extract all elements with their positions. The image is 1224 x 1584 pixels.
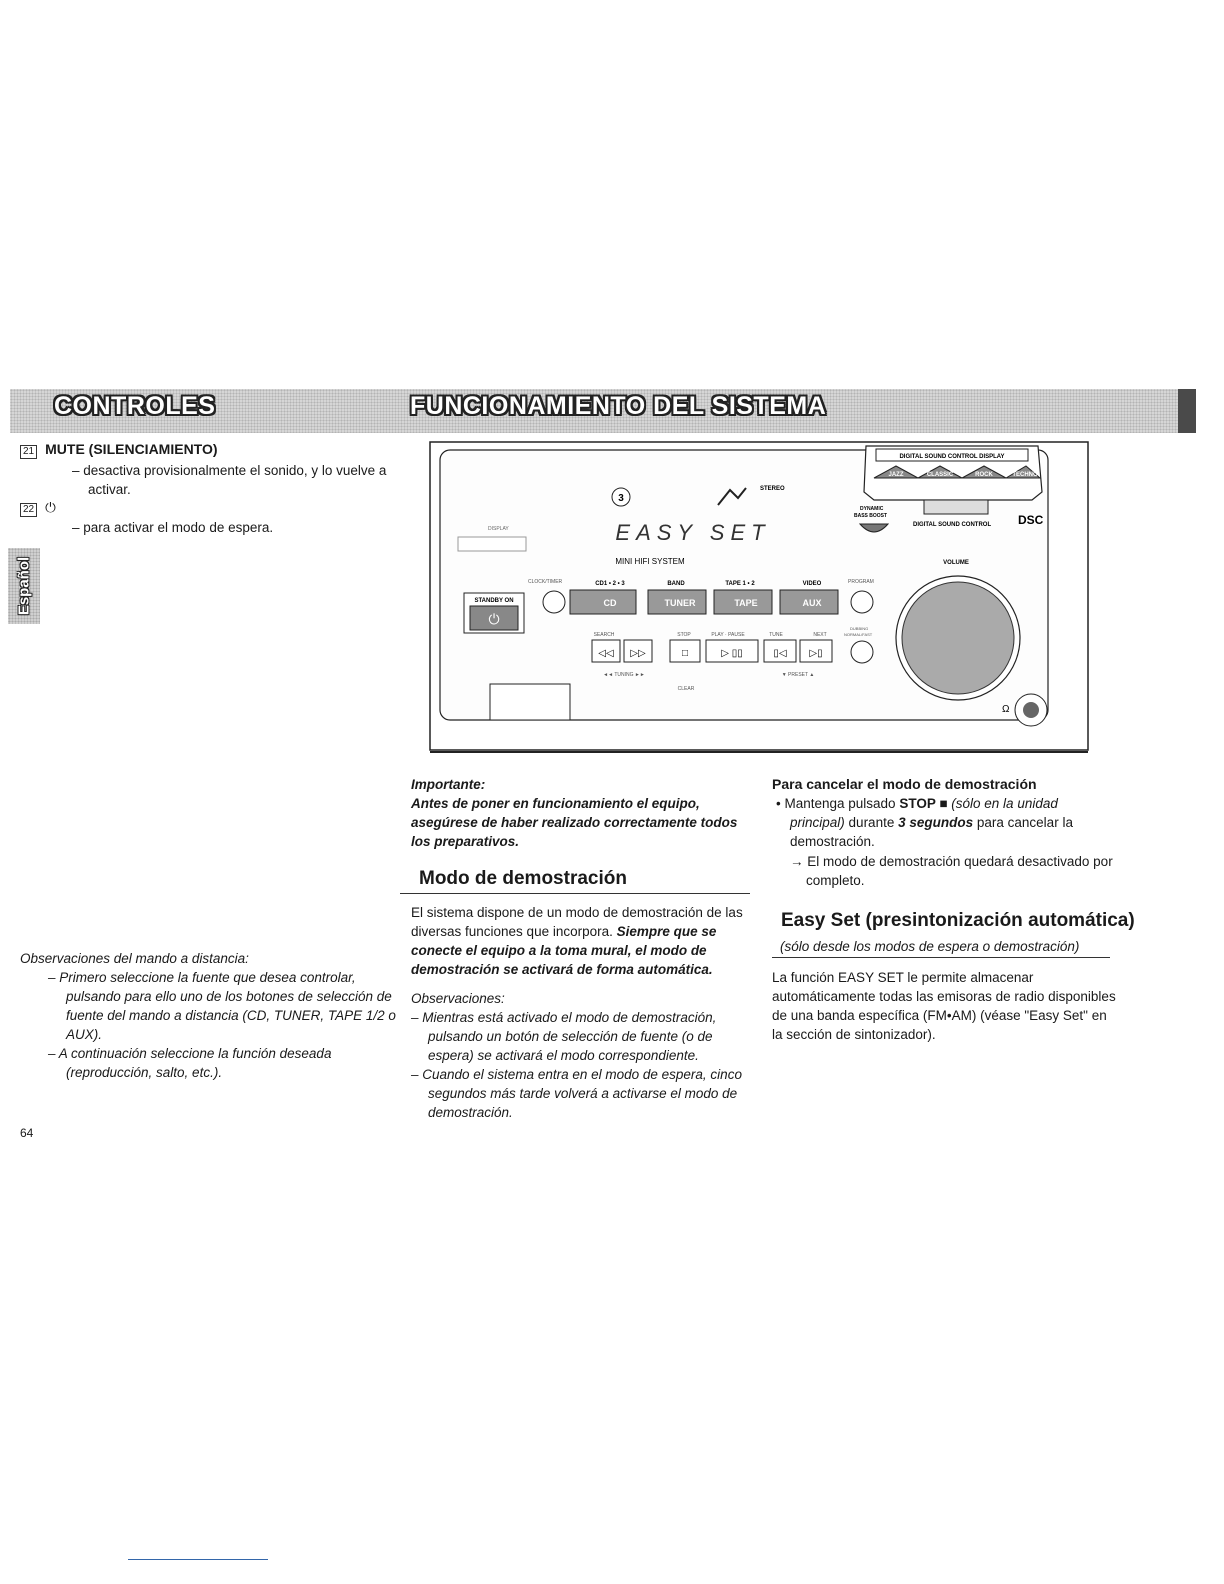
demo-obs-line: demostración. — [428, 1105, 513, 1120]
mute-desc-line2: activar. — [88, 482, 131, 497]
cancel-l2-plain2: para cancelar la — [976, 815, 1073, 830]
demo-p1-line4: demostración se activará de forma automática. — [411, 962, 713, 977]
remote-note-line: fuente del mando a distancia (CD, TUNER, TAPE 1/2 o — [66, 1008, 396, 1023]
remote-note-line: – A continuación seleccione la función deseada — [48, 1046, 332, 1061]
play-pause-label: PLAY · PAUSE — [711, 632, 745, 638]
cancel-demo-line5: completo. — [806, 873, 865, 888]
standby-label: STANDBY ON — [474, 598, 514, 604]
important-heading: Importante: — [411, 777, 486, 792]
dynamic-label: DYNAMIC — [860, 506, 884, 512]
demo-obs-line: – Cuando el sistema entra en el modo de espera, cinco — [411, 1067, 742, 1082]
important-line: los preparativos. — [411, 834, 520, 849]
remote-note-line: AUX). — [66, 1027, 103, 1042]
source-buttons — [570, 590, 838, 614]
cancel-demo-line2 — [790, 813, 1073, 832]
bass-boost-label: BASS BOOST — [854, 513, 888, 519]
item-number-21: 21 — [20, 445, 37, 459]
stereo-indicator: STEREO — [760, 486, 785, 492]
display-small-label: DISPLAY — [488, 526, 509, 532]
easy-set-subtitle: (sólo desde los modos de espera o demostración) — [780, 939, 1080, 954]
cd-button-label: CD — [603, 598, 617, 608]
dsc-control-label: DIGITAL SOUND CONTROL — [913, 522, 992, 528]
svg-text:3: 3 — [618, 493, 624, 504]
source-label-band: BAND — [667, 581, 685, 587]
preset-label: ▼ PRESET ▲ — [781, 672, 815, 678]
cancel-l2-bold: 3 segundos — [898, 815, 974, 830]
cancel-l2-plain: durante — [848, 815, 895, 830]
cancel-l1-bold: STOP ■ — [899, 796, 948, 811]
important-line: Antes de poner en funcionamiento el equipo, — [411, 796, 700, 811]
important-line: asegúrese de haber realizado correctamente todos — [411, 815, 738, 830]
lcd-display-text: EASY SET — [615, 520, 771, 545]
dsc-rock-label: ROCK — [975, 472, 993, 478]
mute-desc-line1: – desactiva provisionalmente el sonido, y lo vuelve a — [72, 463, 387, 478]
control-item-21-heading — [20, 440, 218, 459]
demo-mode-rule — [400, 893, 750, 894]
aux-button-label: AUX — [802, 598, 822, 608]
search-label: SEARCH — [593, 632, 615, 638]
svg-text:⏻: ⏻ — [488, 611, 500, 627]
transport-buttons — [592, 640, 832, 662]
clock-timer-label: CLOCK/TIMER — [528, 579, 563, 585]
remote-note-line: pulsando para ello uno de los botones de selección de — [66, 989, 392, 1004]
tune-label: TUNE — [769, 632, 783, 638]
remote-notes-heading: Observaciones del mando a distancia: — [20, 951, 249, 966]
banner-title-funcionamiento: FUNCIONAMIENTO DEL SISTEMA — [410, 392, 827, 420]
demo-p1-line2 — [411, 922, 716, 941]
demo-obs-line: pulsando un botón de selección de fuente (o de — [428, 1029, 713, 1044]
banner-title-controles: CONTROLES — [54, 392, 216, 420]
mini-hifi-label: MINI HIFI SYSTEM — [615, 557, 685, 566]
remote-note-line: (reproducción, salto, etc.). — [66, 1065, 223, 1080]
footer-line — [128, 1559, 268, 1560]
hifi-device-illustration — [428, 440, 1092, 755]
headphone-icon: Ω — [1002, 704, 1010, 715]
easy-set-title: Easy Set (presintonización automática) — [781, 910, 1135, 931]
svg-text:▷ ▯▯: ▷ ▯▯ — [721, 648, 743, 659]
banner-endcap — [1178, 389, 1196, 433]
demo-mode-title: Modo de demostración — [419, 868, 627, 889]
dsc-jazz-label: JAZZ — [888, 472, 904, 478]
svg-text:◁◁: ◁◁ — [598, 648, 614, 659]
svg-text:▷▷: ▷▷ — [630, 648, 646, 659]
dubbing-label: DUBBING — [850, 626, 869, 631]
source-label-video: VIDEO — [802, 581, 822, 587]
easy-set-line: de una banda específica (FM•AM) (véase "Easy Set" en — [772, 1008, 1107, 1023]
dsc-display-label: DIGITAL SOUND CONTROL DISPLAY — [899, 454, 1005, 460]
cancel-demo-line1 — [776, 794, 1058, 813]
cancel-l2-italic: principal) — [790, 815, 845, 830]
svg-text:▯◁: ▯◁ — [773, 648, 787, 659]
demo-p1-line2-bold: Siempre que se — [616, 924, 717, 939]
page-number: 64 — [20, 1126, 34, 1140]
easy-set-rule — [772, 957, 1110, 958]
tuning-label: ◄◄ TUNING ►► — [603, 672, 645, 678]
demo-obs-line: – Mientras está activado el modo de demostración, — [411, 1010, 717, 1025]
cancel-l1-italic: (sólo en la unidad — [951, 796, 1058, 811]
normal-fast-label: NORMAL/FAST — [844, 632, 873, 637]
volume-knob — [902, 582, 1014, 694]
control-item-22-heading — [20, 498, 56, 517]
demo-p1-line1: El sistema dispone de un modo de demostración de las — [411, 905, 743, 920]
mute-title: MUTE (SILENCIAMIENTO) — [45, 441, 218, 457]
clear-label: CLEAR — [677, 686, 695, 692]
cancel-demo-line3: demostración. — [790, 834, 875, 849]
cancel-demo-line4: → El modo de demostración quedará desactivado por — [790, 854, 1113, 869]
easy-set-line: la sección de sintonizador). — [772, 1027, 936, 1042]
volume-label: VOLUME — [943, 560, 969, 566]
svg-text:□: □ — [681, 648, 689, 659]
program-label: PROGRAM — [848, 579, 874, 585]
easy-set-line: automáticamente todas las emisoras de radio disponibles — [772, 989, 1116, 1004]
demo-p1-line3: conecte el equipo a la toma mural, el modo de — [411, 943, 707, 958]
svg-text:▷▯: ▷▯ — [809, 648, 823, 659]
source-label-tape: TAPE 1 • 2 — [725, 581, 755, 587]
dsc-techno-label: TECHNO — [1012, 472, 1038, 478]
demo-p1-line2-plain: diversas funciones que incorpora. — [411, 924, 613, 939]
demo-obs-line: espera) se activará el modo correspondiente. — [428, 1048, 699, 1063]
demo-obs-heading: Observaciones: — [411, 991, 505, 1006]
tuner-button-label: TUNER — [664, 598, 696, 608]
stop-label: STOP — [677, 632, 691, 638]
remote-note-line: – Primero seleccione la fuente que desea controlar, — [48, 970, 356, 985]
cancel-demo-heading: Para cancelar el modo de demostración — [772, 776, 1037, 792]
tape-button-label: TAPE — [734, 598, 758, 608]
dsc-short-label: DSC — [1018, 513, 1044, 527]
standby-desc: – para activar el modo de espera. — [72, 520, 274, 535]
item-number-22: 22 — [20, 503, 37, 517]
easy-set-line: La función EASY SET le permite almacenar — [772, 970, 1034, 985]
dsc-classic-label: CLASSIC — [926, 472, 954, 478]
demo-obs-line: segundos más tarde volverá a activarse el modo de — [428, 1086, 738, 1101]
power-symbol: ⏻ — [45, 500, 56, 515]
cancel-l1-plain: • Mantenga pulsado — [776, 796, 896, 811]
language-tab-label: Español — [15, 556, 33, 616]
source-label-cd: CD1 • 2 • 3 — [595, 581, 625, 587]
next-label: NEXT — [813, 632, 827, 638]
